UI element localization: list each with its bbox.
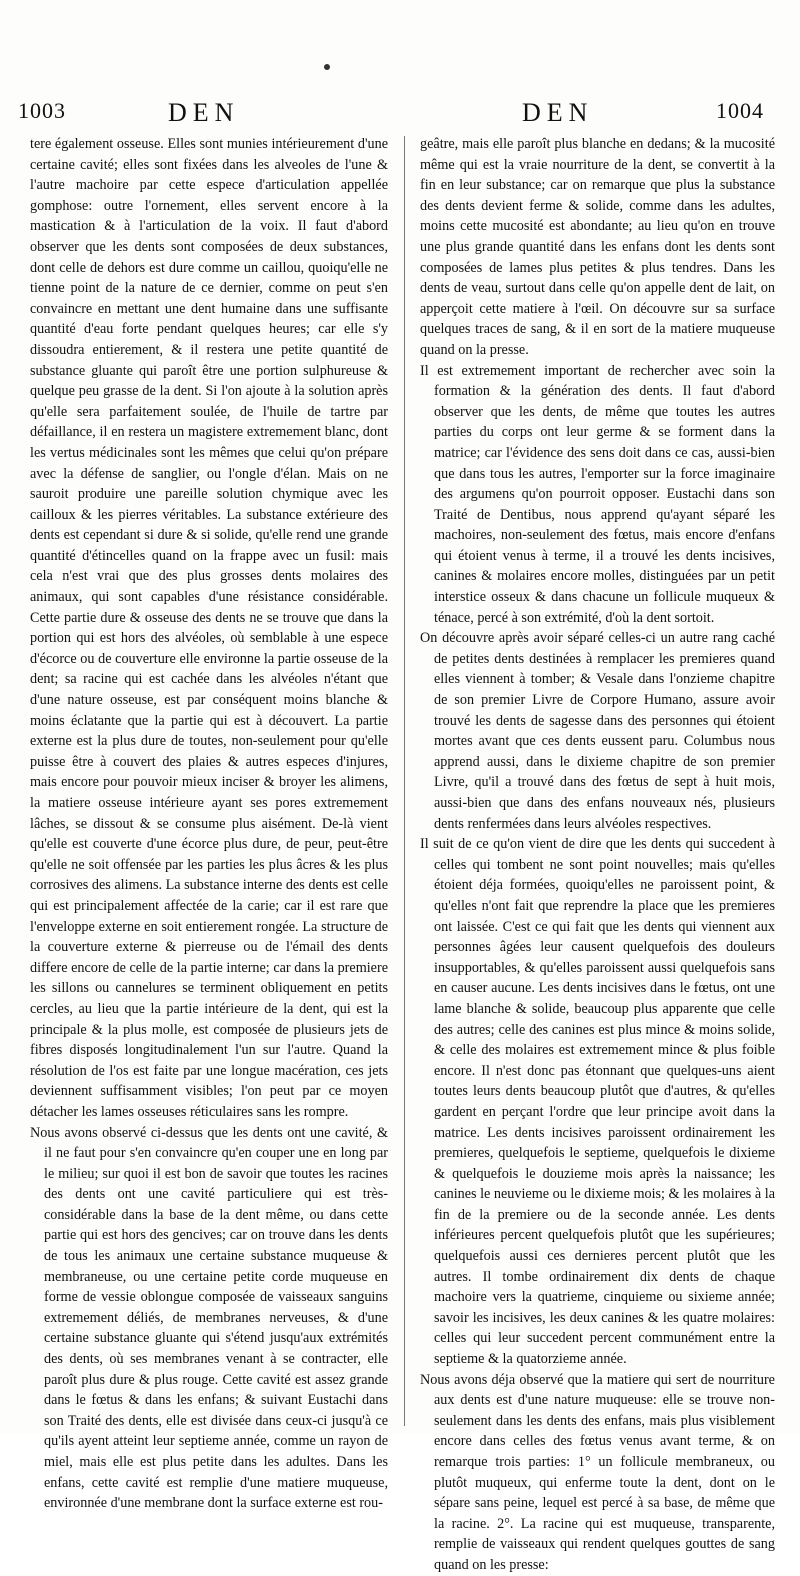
paragraph: Il suit de ce qu'on vient de dire que les dents qui succedent à celles qui tombent ne sont point nouvelles; mais qu'elles étoient déja formées, quoiqu'elles ne paroissent point, & qu'elles n'ont fait que reprendre la place que les premieres ont laissée. C'est ce qui fait que les dents qui viennent aux personnes âgées leur causent quelquefois des douleurs insupportables, & qu'elles paroissent aussi quelquefois sans en causer aucune. Les dents incisives dans le fœtus, ont une lame blanche & solide, beaucoup plus apparente que celle des autres; celle des canines est plus mince & moins solide, & celle des molaires est extremement mince & plus foible encore. Il n'est donc pas étonnant que quelques-uns aient toutes leurs dents beaucoup plutôt que d'autres, & qu'elles gardent en perçant l'ordre que leur principe avoit dans la matrice. Les dents incisives paroissent ordinairement les premieres, quelquefois le septieme, quelquefois le dixieme & quelquefois le douzieme mois après la naissance; les canines le neuvieme ou le dixieme mois; & les molaires à la fin de la premiere ou de la seconde année. Les dents inférieures percent quelquefois plutôt que les supérieures; quelquefois aussi ces dernieres percent plutôt que les autres. Il tombe ordinairement dix dents de chaque machoire vers la quatrieme, cinquieme ou sixieme année; savoir les incisives, les deux canines & les quatre molaires: celles qui leur succedent percent communément entre la septieme & la quatorzieme année.	[420, 836, 775, 1368]
paragraph: geâtre, mais elle paroît plus blanche en dedans; & la mucosité même qui est la vraie nourriture de la dent, se convertit à la fin en leur substance; car on remarque que plus la substance des dents devient ferme & solide, comme dans les adultes, moins cette mucosité est abondante; au lieu qu'on en trouve une plus grande quantité dans les enfans dont les dents sont composées de lames plus petites & plus tendres. Dans les dents de veau, surtout dans celle qu'on appelle dent de lait, on apperçoit cette matiere à l'œil. On découvre sur sa surface quelques traces de sang, & il en sort de la matiere muqueuse quand on la presse.	[420, 136, 775, 358]
left-running-head: DEN	[168, 98, 240, 127]
paragraph: tere également osseuse. Elles sont munies intérieurement d'une certaine cavité; elles sont fixées dans les alveoles de l'une & l'autre machoire par cette espece d'articulation appellée gomphose: outre l'ornement, elles servent encore à la mastication & à l'articulation de la voix. Il faut d'abord observer que les dents sont composées de deux substances, dont celle de dehors est dure comme un caillou, quoiqu'elle ne tienne point de la nature de ce dernier, comme on peut s'en convaincre en mettant une dent humaine dans une suffisante quantité d'eau forte pendant quelques heures; car elle s'y dissoudra entierement, & il restera une petite quantité de substance gluante qui paroît être une portion sulphureuse & quelque peu grasse de la dent. Si l'on ajoute à la solution après qu'elle sera parfaitement soulée, de l'huile de tartre par défaillance, il en restera un magistere extremement blanc, dont les vertus médicinales sont les mêmes que celui qu'on prépare avec la défense de sanglier, ou l'ongle d'élan. Mais on ne sauroit produire une pareille solution chymique avec les cailloux & les pierres véritables. La substance extérieure des dents est cependant si dure & si solide, qu'elle rend une grande quantité d'étincelles quand on la frappe avec un fusil: mais cela n'est vrai que des plus grosses dents molaires des animaux, qui sont capables d'une résistance considérable. Cette partie dure & osseuse des dents ne se trouve que dans la portion qui est hors des alvéoles, où semblable à une espece d'écorce ou de couverture elle environne la partie osseuse de la dent; sa racine qui est cachée dans les alvéoles n'étant que d'une nature osseuse, est par conséquent moins blanche & moins éclatante que la partie qui est à découvert. La partie externe est la plus dure de toutes, non-seulement pour qu'elle puisse être à couvert des plaies & autres especes d'injures, mais encore pour pouvoir mieux inciser & broyer les alimens, la matiere osseuse intérieure ayant ses pores extremement lâches, se dissout & se consume plus aisément. De-là vient qu'elle est couverte d'une écorce plus dure, de peur, peut-être qu'elle ne soit offensée par les parties les plus âcres & les plus corrosives des alimens. La substance interne des dents est celle qui est principalement affectée de la carie; car il est rare que l'enveloppe externe en soit entierement rongée. La structure de la couverture externe & pierreuse ou de l'émail des dents differe encore de celle de la partie interne; car dans la premiere les sillons ou cannelures se terminent obliquement en petits cercles, au lieu que la partie intérieure de la dent, qui est la principale & la plus molle, est composée de plusieurs jets de fibres disposés longitudinalement l'un sur l'autre. Quand la résolution de l'os est faite par une longue macération, ces jets deviennent suffisamment visibles; l'on peut par ce moyen détacher les lames osseuses réticulaires sans les rompre.	[30, 136, 388, 1120]
paragraph: Il est extremement important de rechercher avec soin la formation & la génération des dents. Il faut d'abord observer que les dents, de même que toutes les autres parties du corps ont leur germe & se forment dans la matrice; car l'évidence des sens doit dans ce cas, aussi-bien que dans tous les autres, l'emporter sur la force imaginaire des argumens qu'on pourroit opposer. Eustachi dans son Traité de Dentibus, nous apprend qu'ayant séparé les machoires, non-seulement des fœtus, mais encore d'enfans qui étoient venus à terme, il a trouvé les dents incisives, canines & molaires encore molles, distinguées par un petit interstice osseux & dans chacune un follicule muqueux & ténace, percé à son extrémité, d'où la dent sortoit.	[420, 362, 775, 626]
left-page-number: 1003	[18, 98, 66, 123]
ornament-dot	[324, 64, 330, 70]
left-column	[30, 134, 388, 1512]
paragraph: On découvre après avoir séparé celles-ci un autre rang caché de petites dents destinées à remplacer les premieres quand elles viennent à tomber; & Vesale dans l'onzieme chapitre de son premier Livre de Corpore Humano, assure avoir trouvé les dents de sagesse dans des personnes qui étoient mortes avant que ces dents eussent paru. Columbus nous apprend aussi, dans le dixieme chapitre de son premier Livre, qu'il a trouvé dans des fœtus de sept à huit mois, aussi-bien que dans des enfans nouveaux nés, plusieurs dents renfermées dans leurs alvéoles respectives.	[420, 630, 775, 832]
paragraph: Nous avons déja observé que la matiere qui sert de nourriture aux dents est d'une nature muqueuse: elle se trouve non-seulement dans les dents des enfans, mais plus visiblement encore dans celles des fœtus venus avant terme, & on remarque trois parties: 1° un follicule membraneux, ou plutôt muqueux, qui enferme toute la dent, dont on le sépare sans peine, lequel est percé à sa base, de même que la racine. 2°. La racine qui est muqueuse, transparente, remplie de vaisseaux qui rendent quelques gouttes de sang quand on les presse:	[420, 1371, 775, 1573]
column-divider	[404, 136, 405, 1426]
right-running-head: DEN	[522, 98, 594, 127]
right-column	[420, 134, 775, 1573]
paragraph: Nous avons observé ci-dessus que les dents ont une cavité, & il ne faut pour s'en convaincre qu'en couper une en long par le milieu; sur quoi il est bon de savoir que toutes les racines des dents ont une cavité particuliere qui est très-considérable dans la base de la dent même, ou dans cette partie qui est hors des gencives; car on trouve dans les dents de tous les animaux une certaine substance muqueuse & membraneuse, ou une certaine petite corde muqueuse en forme de vessie oblongue composée de vaisseaux sanguins extremement déliés, de membranes nerveuses, & d'une certaine substance gluante qui s'étend jusqu'aux extrémités des dents, où ses membranes venant à se contracter, elle paroît plus dure & plus rouge. Cette cavité est assez grande dans le fœtus & dans les enfans; & suivant Eustachi dans son Traité des dents, elle est divisée dans ceux-ci jusqu'à ce qu'ils ayent atteint leur septieme année, comme un rayon de miel, mais elle est plus petite dans les adultes. Dans les enfans, cette cavité est remplie d'une matiere muqueuse, environnée d'une membrane dont la surface externe est rou-	[30, 1124, 388, 1512]
right-page-number: 1004	[716, 98, 764, 123]
